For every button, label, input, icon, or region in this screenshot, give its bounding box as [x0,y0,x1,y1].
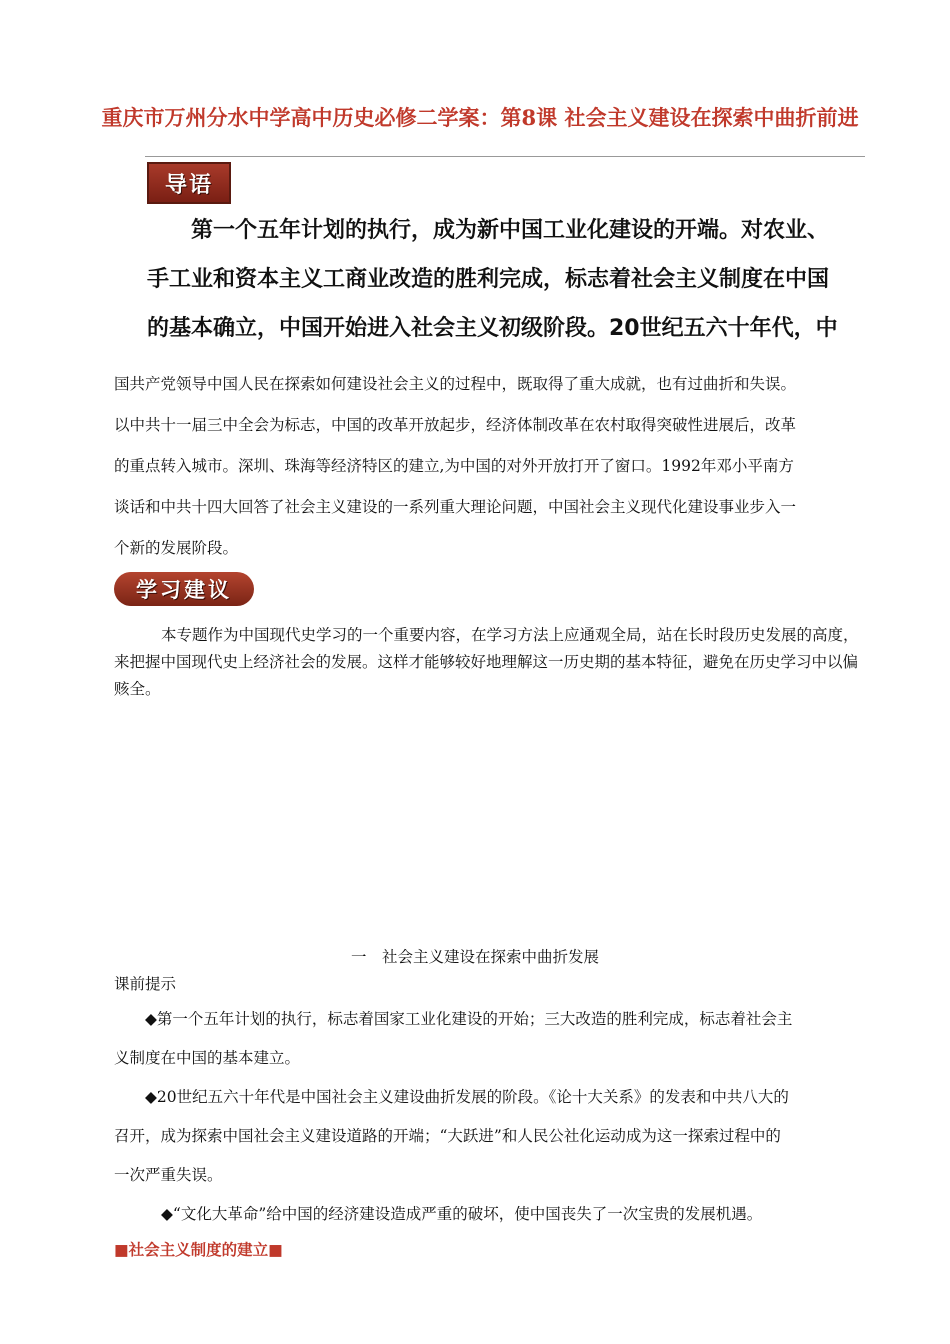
intro-line: 谈话和中共十四大回答了社会主义建设的一系列重大理论问题，中国社会主义现代化建设事业步入一 [114,498,797,516]
intro-line: 国共产党领导中国人民在探索如何建设社会主义的过程中，既取得了重大成就，也有过曲折和失误。 [114,375,797,393]
intro-line: 个新的发展阶段。 [114,539,239,557]
page-title: 重庆市万州分水中学高中历史必修二学案：第8课 社会主义建设在探索中曲折前进 [101,105,859,130]
intro-line: 的基本确立，中国开始进入社会主义初级阶段。20世纪五六十年代，中 [147,316,838,341]
intro-line: 以中共十一届三中全会为标志，中国的改革开放起步，经济体制改革在农村取得突破性进展后，改革 [114,416,797,434]
title-divider [145,156,865,157]
daoyu-banner [147,162,231,204]
study-advice-paragraph: 本专题作为中国现代史学习的一个重要内容，在学习方法上应通观全局，站在长时段历史发展的高度，来把握中国现代史上经济社会的发展。这样才能够较好地理解这一历史期的基本特征，避免在历史学习中以偏赅全。 [114,626,859,698]
intro-line: 第一个五年计划的执行，成为新中国工业化建设的开端。对农业、 [191,218,830,243]
section-heading: 一 社会主义建设在探索中曲折发展 [350,948,599,966]
tip-line: ◆“文化大革命”给中国的经济建设造成严重的破坏，使中国丧失了一次宝贵的发展机遇。 [161,1205,763,1223]
tip-line: 召开，成为探索中国社会主义建设道路的开端；“大跃进”和人民公社化运动成为这一探索过程中的 [114,1127,781,1145]
intro-line: 的重点转入城市。深圳、珠海等经济特区的建立,为中国的对外开放打开了窗口。1992年邓小平南方 [114,457,794,475]
jianyi-banner [114,572,254,606]
intro-paragraph-continued [114,364,862,569]
tip-line: ◆20世纪五六十年代是中国社会主义建设曲折发展的阶段。《论十大关系》的发表和中共八大的 [145,1088,789,1106]
tip-line: 义制度在中国的基本建立。 [114,1049,301,1067]
subsection-heading: ■社会主义制度的建立■ [114,1240,283,1259]
intro-bold-paragraph [147,206,863,353]
tips-list [114,1000,862,1234]
tip-line: 一次严重失误。 [114,1166,223,1184]
tip-line: ◆第一个五年计划的执行，标志着国家工业化建设的开始；三大改造的胜利完成，标志着社会主 [145,1010,793,1028]
intro-line: 手工业和资本主义工商业改造的胜利完成，标志着社会主义制度在中国 [147,267,830,292]
pre-class-tips-label: 课前提示 [114,975,177,993]
jianyi-banner-label: 学习建议 [136,578,232,602]
daoyu-banner-label: 导语 [164,172,213,198]
